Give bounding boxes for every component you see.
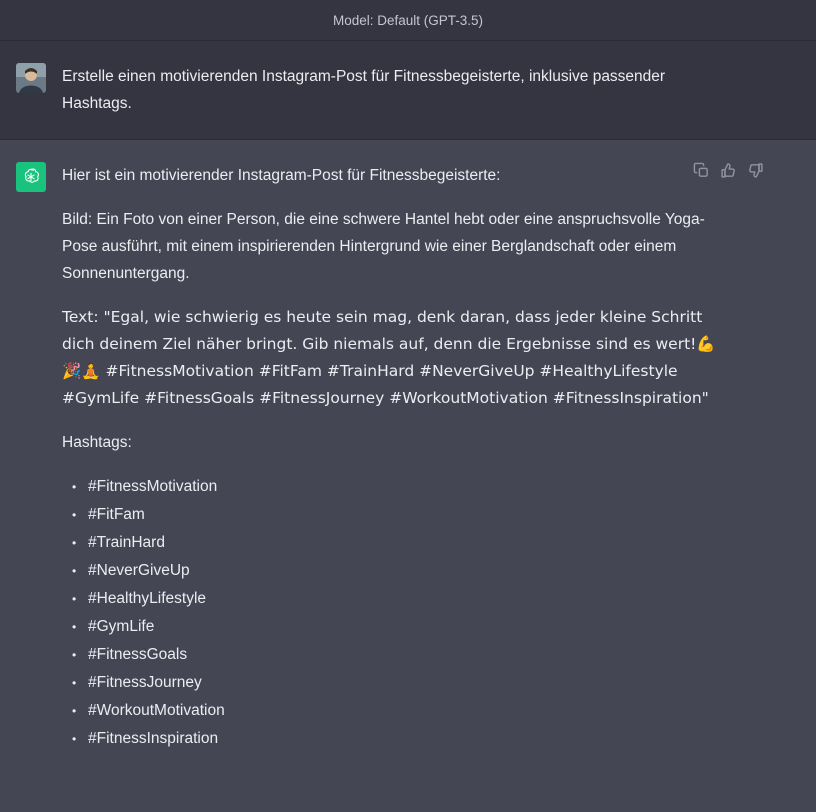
thumbs-up-icon[interactable]: [720, 162, 737, 179]
copy-icon[interactable]: [693, 162, 710, 179]
list-item: • #FitnessGoals: [88, 641, 722, 669]
user-avatar-column: [16, 63, 62, 117]
openai-logo-avatar: [16, 162, 46, 192]
user-message-content: [62, 63, 722, 117]
thumbs-down-icon[interactable]: [747, 162, 764, 179]
list-item: • #HealthyLifestyle: [88, 585, 722, 613]
list-item: • #NeverGiveUp: [88, 557, 722, 585]
message-actions: [693, 162, 764, 179]
assistant-paragraph-intro: Hier ist ein motivierender Instagram-Post für Fitnessbegeisterte:: [62, 167, 501, 184]
list-item: • #FitFam: [88, 501, 722, 529]
list-item: • #FitnessMotivation: [88, 473, 722, 501]
assistant-paragraph-text: Text: "Egal, wie schwierig es heute sein mag, denk daran, dass jeder kleine Schritt dich deinem Ziel näher bringt. Gib niemals auf, denn die Ergebnisse sind es wert!💪🎉🧘 #FitnessMotivation #FitFam #TrainHard #NeverGiveUp #HealthyLifestyle #GymLife #FitnessGoals #FitnessJourney #WorkoutMotivation #FitnessInspiration": [62, 308, 716, 407]
list-item: • #TrainHard: [88, 529, 722, 557]
model-bar: [0, 0, 816, 41]
user-avatar-photo: [16, 63, 46, 93]
user-message-row: [0, 41, 816, 140]
assistant-message-row: [0, 140, 816, 812]
assistant-paragraph-image: Bild: Ein Foto von einer Person, die eine schwere Hantel hebt oder eine anspruchsvolle Yoga-Pose ausführt, mit einem inspirierenden Hintergrund wie einer Berglandschaft oder einem Sonnenuntergang.: [62, 211, 705, 282]
assistant-paragraph-hashtags-heading: Hashtags:: [62, 434, 132, 451]
list-item: • #FitnessJourney: [88, 669, 722, 697]
list-item: • #GymLife: [88, 613, 722, 641]
assistant-avatar-column: [16, 162, 62, 790]
hashtag-list: [62, 473, 722, 753]
assistant-message-content: [62, 162, 722, 790]
list-item: • #WorkoutMotivation: [88, 697, 722, 725]
list-item: • #FitnessInspiration: [88, 725, 722, 753]
user-message-text: Erstelle einen motivierenden Instagram-Post für Fitnessbegeisterte, inklusive passender Hashtags.: [62, 68, 666, 112]
model-label: Model: Default (GPT-3.5): [332, 12, 484, 28]
